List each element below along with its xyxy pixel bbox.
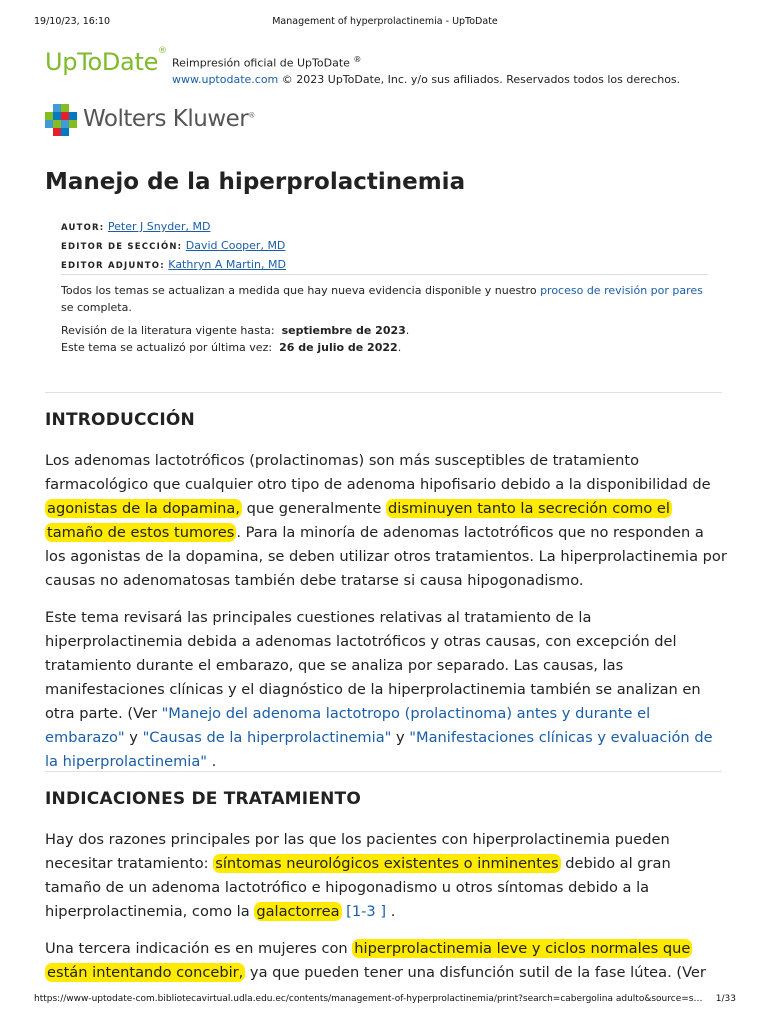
uptodate-logo: UpToDate® [45, 46, 167, 76]
divider [45, 771, 722, 772]
section-heading-introduction: INTRODUCCIÓN [45, 410, 195, 430]
intro-paragraph-1: Los adenomas lactotróficos (prolactinomas) son más susceptibles de tratamiento farmacológico que cualquier otro tipo de adenoma hipofisario debido a la disponibilidad de agonistas de la dopamina, que generalmente disminuyen tanto la secreción como el tamaño de estos tumores . Para la minoría de adenomas lactotróficos que no responden a los agonistas de la dopamina, se deben utilizar otros tratamientos. La hiperprolactinemia por causas no adenomatosas también debe tratarse si causa hipogonadismo. [45, 452, 727, 589]
print-footer [34, 994, 736, 1008]
updated-label: Este tema se actualizó por última vez: [61, 341, 273, 354]
section-editor-row: EDITOR DE SECCIÓN: David Cooper, MD [61, 239, 286, 252]
review-dates: Revisión de la literatura vigente hasta: septiembre de 2023. Este tema se actualizó por última vez: 26 de julio de 2022. [61, 324, 410, 354]
article-credits [61, 218, 286, 275]
section-editor-link[interactable]: David Cooper, MD [185, 239, 286, 252]
topic-link-causes[interactable]: "Causas de la hiperprolactinemia" [142, 729, 392, 746]
indications-paragraph-2: Una tercera indicación es en mujeres con hiperprolactinemia leve y ciclos normales que están intentando concebir, ya que pueden tener una disfunción sutil de la fase lútea. (Ver [45, 940, 706, 981]
updated-value: 26 de julio de 2022 [279, 341, 398, 354]
wolters-kluwer-logo: Wolters Kluwer® [45, 104, 265, 136]
divider [61, 274, 708, 275]
peer-review-link[interactable]: proceso de revisión por pares [540, 284, 703, 297]
author-link[interactable]: Peter J Snyder, MD [107, 220, 211, 233]
reprint-notice: Reimpresión oficial de UpToDate ® www.uptodate.com © 2023 UpToDate, Inc. y/o sus afiliados. Reservados todos los derechos. [172, 55, 681, 86]
uptodate-site-link[interactable]: www.uptodate.com [172, 72, 279, 86]
highlight: galactorrea [256, 903, 340, 920]
highlight: hiperprolactinemia leve y ciclos normales que están intentando concebir, [47, 940, 691, 981]
review-label: Revisión de la literatura vigente hasta: [61, 324, 275, 337]
wolters-kluwer-icon [45, 104, 77, 136]
review-value: septiembre de 2023 [281, 324, 406, 337]
section-heading-indications: INDICACIONES DE TRATAMIENTO [45, 789, 362, 809]
highlight: disminuyen tanto la secreción como el tamaño de estos tumores [47, 500, 670, 541]
brand-header [45, 48, 735, 90]
page-number: 1/33 [715, 994, 736, 1004]
author-row: AUTOR: Peter J Snyder, MD [61, 220, 211, 233]
highlight: agonistas de la dopamina, [47, 500, 240, 517]
print-date: 19/10/23, 16:10 [34, 16, 111, 27]
wk-name: Wolters Kluwer [83, 106, 249, 132]
reference-link[interactable]: [1-3 ] [341, 903, 387, 920]
print-url: https://www-uptodate-com.bibliotecavirtual.udla.edu.ec/contents/management-of-hyperprolactinemia/print?search=cabergolina adulto&source=s… [34, 994, 703, 1004]
highlight: síntomas neurológicos existentes o inminentes [215, 855, 559, 872]
article-title: Manejo de la hiperprolactinemia [45, 169, 466, 195]
divider [45, 392, 722, 393]
update-note: Todos los temas se actualizan a medida que hay nueva evidencia disponible y nuestro proceso de revisión por pares se completa. [61, 284, 703, 314]
intro-paragraph-2: Este tema revisará las principales cuestiones relativas al tratamiento de la hiperprolactinemia debida a adenomas lactotróficos y otras causas, con excepción del tratamiento durante el embarazo, que se analiza por separado. Las causas, las manifestaciones clínicas y el diagnóstico de la hiperprolactinemia también se analizan en otra parte. (Ver "Manejo del adenoma lactotropo (prolactinoma) antes y durante el embarazo" y "Causas de la hiperprolactinemia" y "Manifestaciones clínicas y evaluación de la hiperprolactinemia" . [45, 609, 713, 770]
registered-mark: ® [158, 46, 167, 56]
indications-paragraph-1: Hay dos razones principales por las que los pacientes con hiperprolactinemia pueden necesitar tratamiento: síntomas neurológicos existentes o inminentes debido al gran tamaño de un adenoma lactotrófico e hipogonadismo u otros síntomas debido a la hiperprolactinemia, como la galactorrea [1-3 ] . [45, 831, 671, 920]
deputy-editor-row: EDITOR ADJUNTO: Kathryn A Martin, MD [61, 258, 286, 271]
print-header [34, 16, 736, 30]
topic-link-prolactinoma-pregnancy[interactable]: "Manejo del adenoma lactotropo (prolactinoma) antes y durante el embarazo" [45, 705, 651, 746]
deputy-editor-link[interactable]: Kathryn A Martin, MD [168, 258, 286, 271]
reprint-line: Reimpresión oficial de UpToDate [172, 56, 350, 70]
topic-link-clinical-manifestations[interactable]: "Manifestaciones clínicas y evaluación de la hiperprolactinemia" [45, 729, 713, 770]
copyright-text: © 2023 UpToDate, Inc. y/o sus afiliados. Reservados todos los derechos. [281, 72, 681, 86]
print-title: Management of hyperprolactinemia - UpToDate [272, 16, 498, 27]
